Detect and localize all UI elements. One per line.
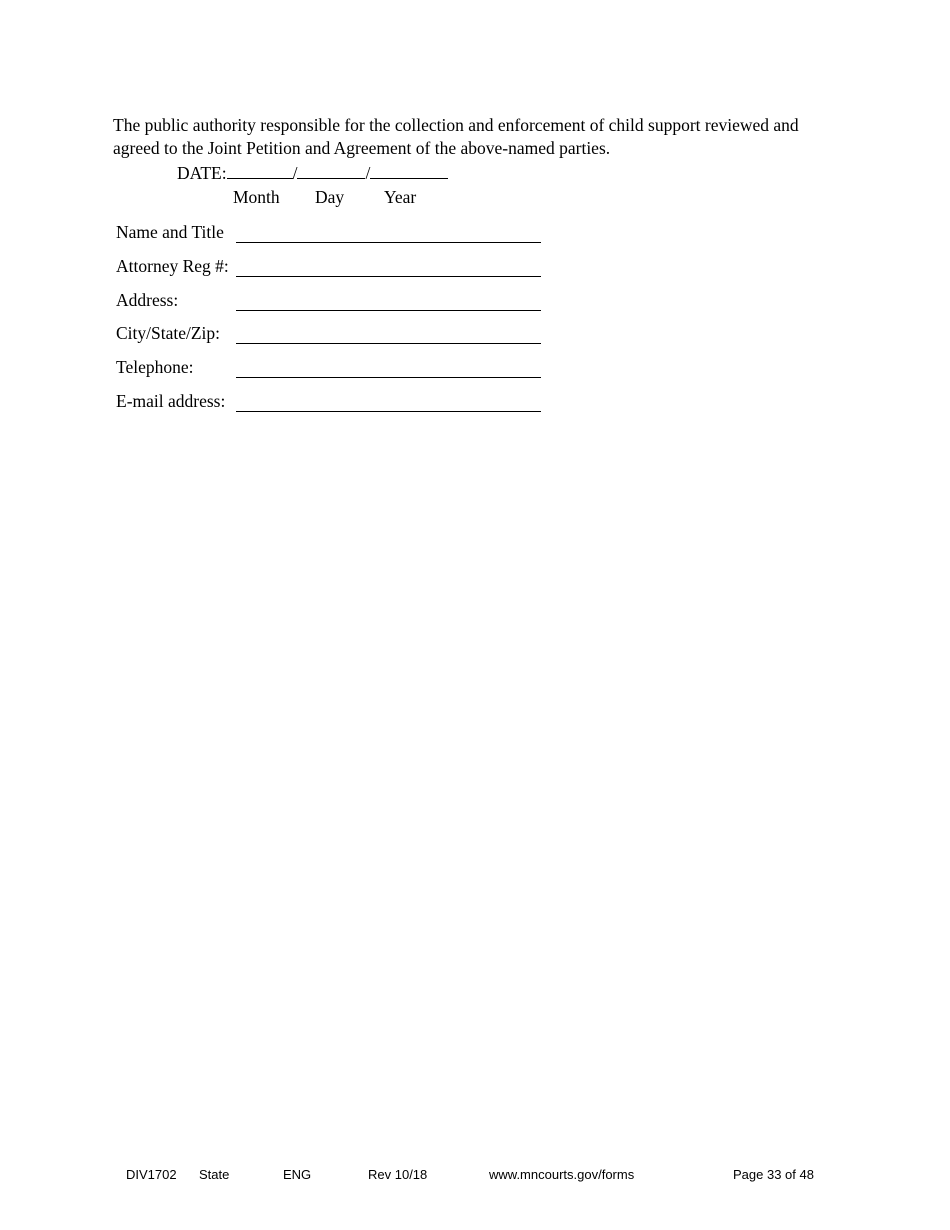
city-state-zip-field — [116, 322, 546, 346]
city-state-zip-label: City/State/Zip: — [116, 323, 221, 343]
month-blank[interactable] — [227, 162, 293, 179]
date-separator-2: / — [365, 163, 371, 183]
telephone-field — [116, 356, 546, 380]
attorney-reg-field — [116, 255, 546, 279]
name-title-line[interactable] — [236, 242, 541, 243]
footer-rev: Rev 10/18 — [368, 1167, 428, 1182]
name-title-field — [116, 221, 546, 245]
attorney-reg-label: Attorney Reg #: — [116, 256, 229, 276]
date-label: DATE: — [177, 163, 227, 183]
address-line[interactable] — [236, 310, 541, 311]
year-blank[interactable] — [370, 162, 448, 179]
address-label: Address: — [116, 290, 179, 310]
footer-url[interactable]: www.mncourts.gov/forms — [489, 1167, 635, 1182]
year-label: Year — [384, 187, 417, 207]
attorney-reg-line[interactable] — [236, 276, 541, 277]
email-line[interactable] — [236, 411, 541, 412]
name-title-label: Name and Title — [116, 222, 224, 242]
email-label: E-mail address: — [116, 391, 226, 411]
city-state-zip-line[interactable] — [236, 343, 541, 344]
footer-state: State — [199, 1167, 230, 1182]
telephone-line[interactable] — [236, 377, 541, 378]
telephone-label: Telephone: — [116, 357, 194, 377]
date-separator-1: / — [292, 163, 298, 183]
address-field — [116, 289, 546, 313]
date-row — [177, 162, 448, 185]
footer-lang: ENG — [283, 1167, 312, 1182]
email-field — [116, 390, 546, 414]
day-label: Day — [315, 187, 345, 207]
footer-page: Page 33 of 48 — [733, 1167, 814, 1182]
footer-form-id: DIV1702 — [126, 1167, 177, 1182]
day-blank[interactable] — [297, 162, 365, 179]
authority-statement: The public authority responsible for the collection and enforcement of child support reviewed and agreed to the Joint Petition and Agreement of the above-named parties. — [113, 115, 799, 158]
month-label: Month — [233, 187, 280, 207]
